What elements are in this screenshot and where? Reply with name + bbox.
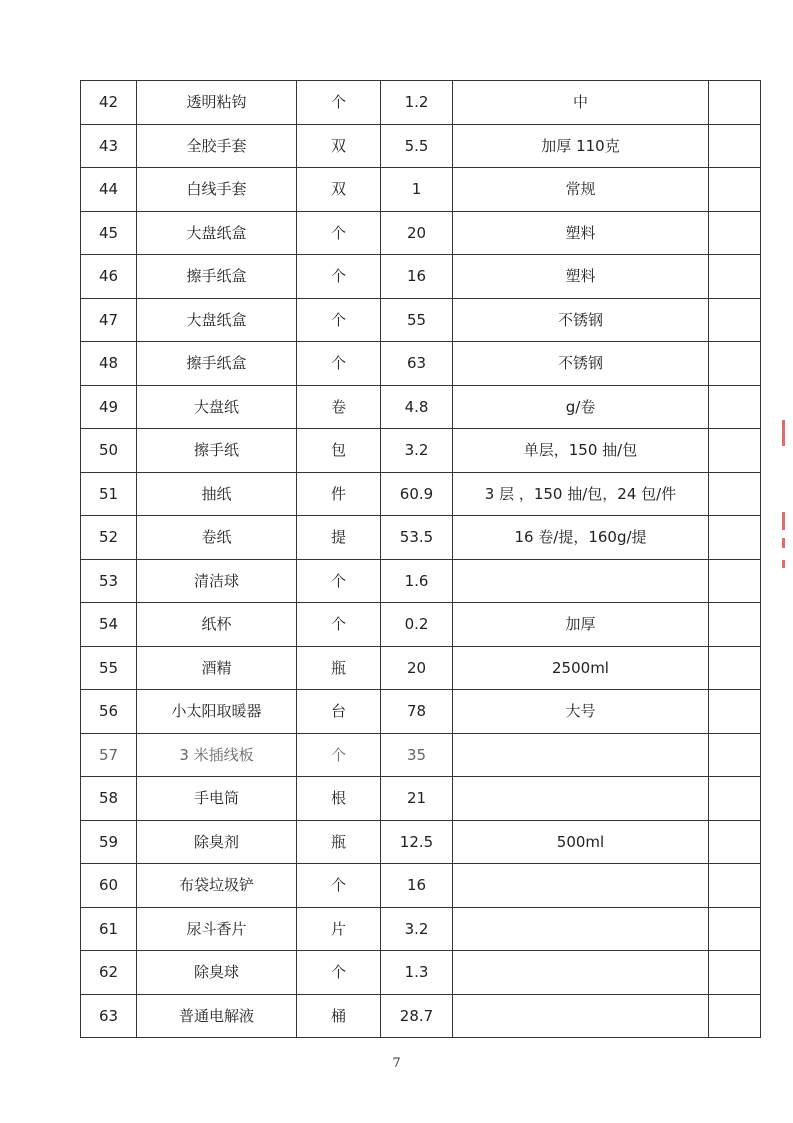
table-row [81, 429, 761, 473]
cell-unit-price: 21 [381, 777, 453, 821]
cell-unit: 个 [297, 211, 381, 255]
cell-unit: 个 [297, 951, 381, 995]
cell-unit: 片 [297, 907, 381, 951]
cell-item-number: 58 [81, 777, 137, 821]
cell-specification: 500ml [453, 820, 709, 864]
cell-item-name: 白线手套 [137, 168, 297, 212]
cell-remarks [709, 168, 761, 212]
cell-item-number: 61 [81, 907, 137, 951]
cell-unit-price: 1.2 [381, 81, 453, 125]
cell-remarks [709, 472, 761, 516]
cell-unit: 个 [297, 342, 381, 386]
cell-specification: 3 层 ，150 抽/包，24 包/件 [453, 472, 709, 516]
cell-remarks [709, 81, 761, 125]
table-row [81, 211, 761, 255]
table-row [81, 516, 761, 560]
cell-remarks [709, 646, 761, 690]
cell-item-name: 抽纸 [137, 472, 297, 516]
cell-remarks [709, 211, 761, 255]
cell-specification [453, 864, 709, 908]
cell-remarks [709, 994, 761, 1038]
cell-item-name: 布袋垃圾铲 [137, 864, 297, 908]
cell-specification: 中 [453, 81, 709, 125]
cell-unit-price: 78 [381, 690, 453, 734]
cell-item-number: 63 [81, 994, 137, 1038]
cell-unit: 桶 [297, 994, 381, 1038]
cell-unit: 提 [297, 516, 381, 560]
cell-item-number: 62 [81, 951, 137, 995]
cell-unit: 包 [297, 429, 381, 473]
table-row [81, 472, 761, 516]
cell-specification: 不锈钢 [453, 298, 709, 342]
cell-specification: 加厚 [453, 603, 709, 647]
cell-unit-price: 16 [381, 864, 453, 908]
cell-specification [453, 733, 709, 777]
cell-unit: 台 [297, 690, 381, 734]
cell-remarks [709, 516, 761, 560]
cell-item-name: 卷纸 [137, 516, 297, 560]
cell-remarks [709, 559, 761, 603]
red-seal-edge-mark [782, 538, 785, 548]
cell-unit: 卷 [297, 385, 381, 429]
cell-item-name: 擦手纸 [137, 429, 297, 473]
cell-specification [453, 777, 709, 821]
cell-specification [453, 951, 709, 995]
cell-unit-price: 35 [381, 733, 453, 777]
cell-item-number: 59 [81, 820, 137, 864]
cell-unit: 瓶 [297, 820, 381, 864]
cell-item-number: 50 [81, 429, 137, 473]
cell-item-name: 纸杯 [137, 603, 297, 647]
cell-specification: 2500ml [453, 646, 709, 690]
cell-remarks [709, 907, 761, 951]
cell-item-number: 47 [81, 298, 137, 342]
cell-item-name: 小太阳取暖器 [137, 690, 297, 734]
table-row [81, 342, 761, 386]
cell-unit-price: 53.5 [381, 516, 453, 560]
cell-unit-price: 3.2 [381, 907, 453, 951]
cell-item-number: 57 [81, 733, 137, 777]
table-row [81, 559, 761, 603]
cell-remarks [709, 385, 761, 429]
table-row [81, 646, 761, 690]
page-number: 7 [392, 1056, 401, 1071]
cell-unit-price: 20 [381, 211, 453, 255]
cell-unit-price: 63 [381, 342, 453, 386]
cell-remarks [709, 255, 761, 299]
cell-item-name: 3 米插线板 [137, 733, 297, 777]
cell-unit-price: 0.2 [381, 603, 453, 647]
cell-unit-price: 16 [381, 255, 453, 299]
table-body [81, 81, 761, 1038]
cell-remarks [709, 820, 761, 864]
cell-item-name: 尿斗香片 [137, 907, 297, 951]
table-row [81, 777, 761, 821]
cell-unit: 双 [297, 124, 381, 168]
cell-remarks [709, 298, 761, 342]
cell-specification [453, 994, 709, 1038]
cell-item-name: 大盘纸 [137, 385, 297, 429]
cell-item-number: 46 [81, 255, 137, 299]
cell-unit-price: 28.7 [381, 994, 453, 1038]
cell-unit: 件 [297, 472, 381, 516]
cell-item-name: 大盘纸盒 [137, 298, 297, 342]
cell-unit-price: 1 [381, 168, 453, 212]
table-row [81, 168, 761, 212]
cell-remarks [709, 124, 761, 168]
cell-remarks [709, 733, 761, 777]
cell-unit-price: 1.3 [381, 951, 453, 995]
supplies-price-table [80, 80, 761, 1038]
cell-unit: 个 [297, 603, 381, 647]
cell-unit: 个 [297, 864, 381, 908]
cell-unit-price: 1.6 [381, 559, 453, 603]
cell-item-number: 60 [81, 864, 137, 908]
cell-specification: 加厚 110克 [453, 124, 709, 168]
cell-item-name: 普通电解液 [137, 994, 297, 1038]
cell-item-number: 51 [81, 472, 137, 516]
table-row [81, 81, 761, 125]
cell-specification: 单层，150 抽/包 [453, 429, 709, 473]
cell-specification [453, 559, 709, 603]
cell-item-name: 擦手纸盒 [137, 255, 297, 299]
red-seal-edge-mark [782, 560, 785, 568]
table-row [81, 733, 761, 777]
cell-unit: 个 [297, 298, 381, 342]
table-row [81, 603, 761, 647]
cell-specification: 塑料 [453, 255, 709, 299]
cell-item-number: 52 [81, 516, 137, 560]
cell-item-number: 43 [81, 124, 137, 168]
cell-unit: 个 [297, 733, 381, 777]
cell-unit: 瓶 [297, 646, 381, 690]
cell-item-number: 53 [81, 559, 137, 603]
cell-item-number: 42 [81, 81, 137, 125]
cell-unit-price: 12.5 [381, 820, 453, 864]
table-row [81, 820, 761, 864]
cell-item-name: 清洁球 [137, 559, 297, 603]
red-seal-edge-mark [782, 512, 785, 530]
cell-item-number: 45 [81, 211, 137, 255]
cell-unit-price: 55 [381, 298, 453, 342]
cell-item-name: 擦手纸盒 [137, 342, 297, 386]
cell-remarks [709, 864, 761, 908]
cell-remarks [709, 951, 761, 995]
cell-item-name: 全胶手套 [137, 124, 297, 168]
table-row [81, 298, 761, 342]
cell-specification: 16 卷/提，160g/提 [453, 516, 709, 560]
table-row [81, 690, 761, 734]
cell-remarks [709, 777, 761, 821]
table-row [81, 124, 761, 168]
cell-item-number: 48 [81, 342, 137, 386]
cell-specification: 塑料 [453, 211, 709, 255]
cell-unit-price: 3.2 [381, 429, 453, 473]
cell-remarks [709, 342, 761, 386]
cell-unit: 双 [297, 168, 381, 212]
cell-item-name: 手电筒 [137, 777, 297, 821]
cell-remarks [709, 690, 761, 734]
table-row [81, 907, 761, 951]
red-seal-edge-mark [782, 420, 785, 446]
table-row [81, 255, 761, 299]
cell-specification: 大号 [453, 690, 709, 734]
cell-remarks [709, 429, 761, 473]
cell-item-name: 透明粘钩 [137, 81, 297, 125]
cell-unit-price: 5.5 [381, 124, 453, 168]
cell-specification: g/卷 [453, 385, 709, 429]
cell-unit-price: 20 [381, 646, 453, 690]
cell-unit: 个 [297, 81, 381, 125]
table-row [81, 951, 761, 995]
cell-item-name: 除臭球 [137, 951, 297, 995]
cell-specification: 不锈钢 [453, 342, 709, 386]
cell-unit-price: 4.8 [381, 385, 453, 429]
cell-specification [453, 907, 709, 951]
cell-specification: 常规 [453, 168, 709, 212]
cell-item-number: 44 [81, 168, 137, 212]
cell-unit: 根 [297, 777, 381, 821]
table-row [81, 385, 761, 429]
cell-unit: 个 [297, 559, 381, 603]
cell-remarks [709, 603, 761, 647]
table-row [81, 864, 761, 908]
cell-unit: 个 [297, 255, 381, 299]
cell-item-name: 除臭剂 [137, 820, 297, 864]
cell-item-name: 酒精 [137, 646, 297, 690]
cell-item-number: 56 [81, 690, 137, 734]
cell-item-number: 49 [81, 385, 137, 429]
cell-unit-price: 60.9 [381, 472, 453, 516]
cell-item-number: 54 [81, 603, 137, 647]
cell-item-number: 55 [81, 646, 137, 690]
table-row [81, 994, 761, 1038]
cell-item-name: 大盘纸盒 [137, 211, 297, 255]
